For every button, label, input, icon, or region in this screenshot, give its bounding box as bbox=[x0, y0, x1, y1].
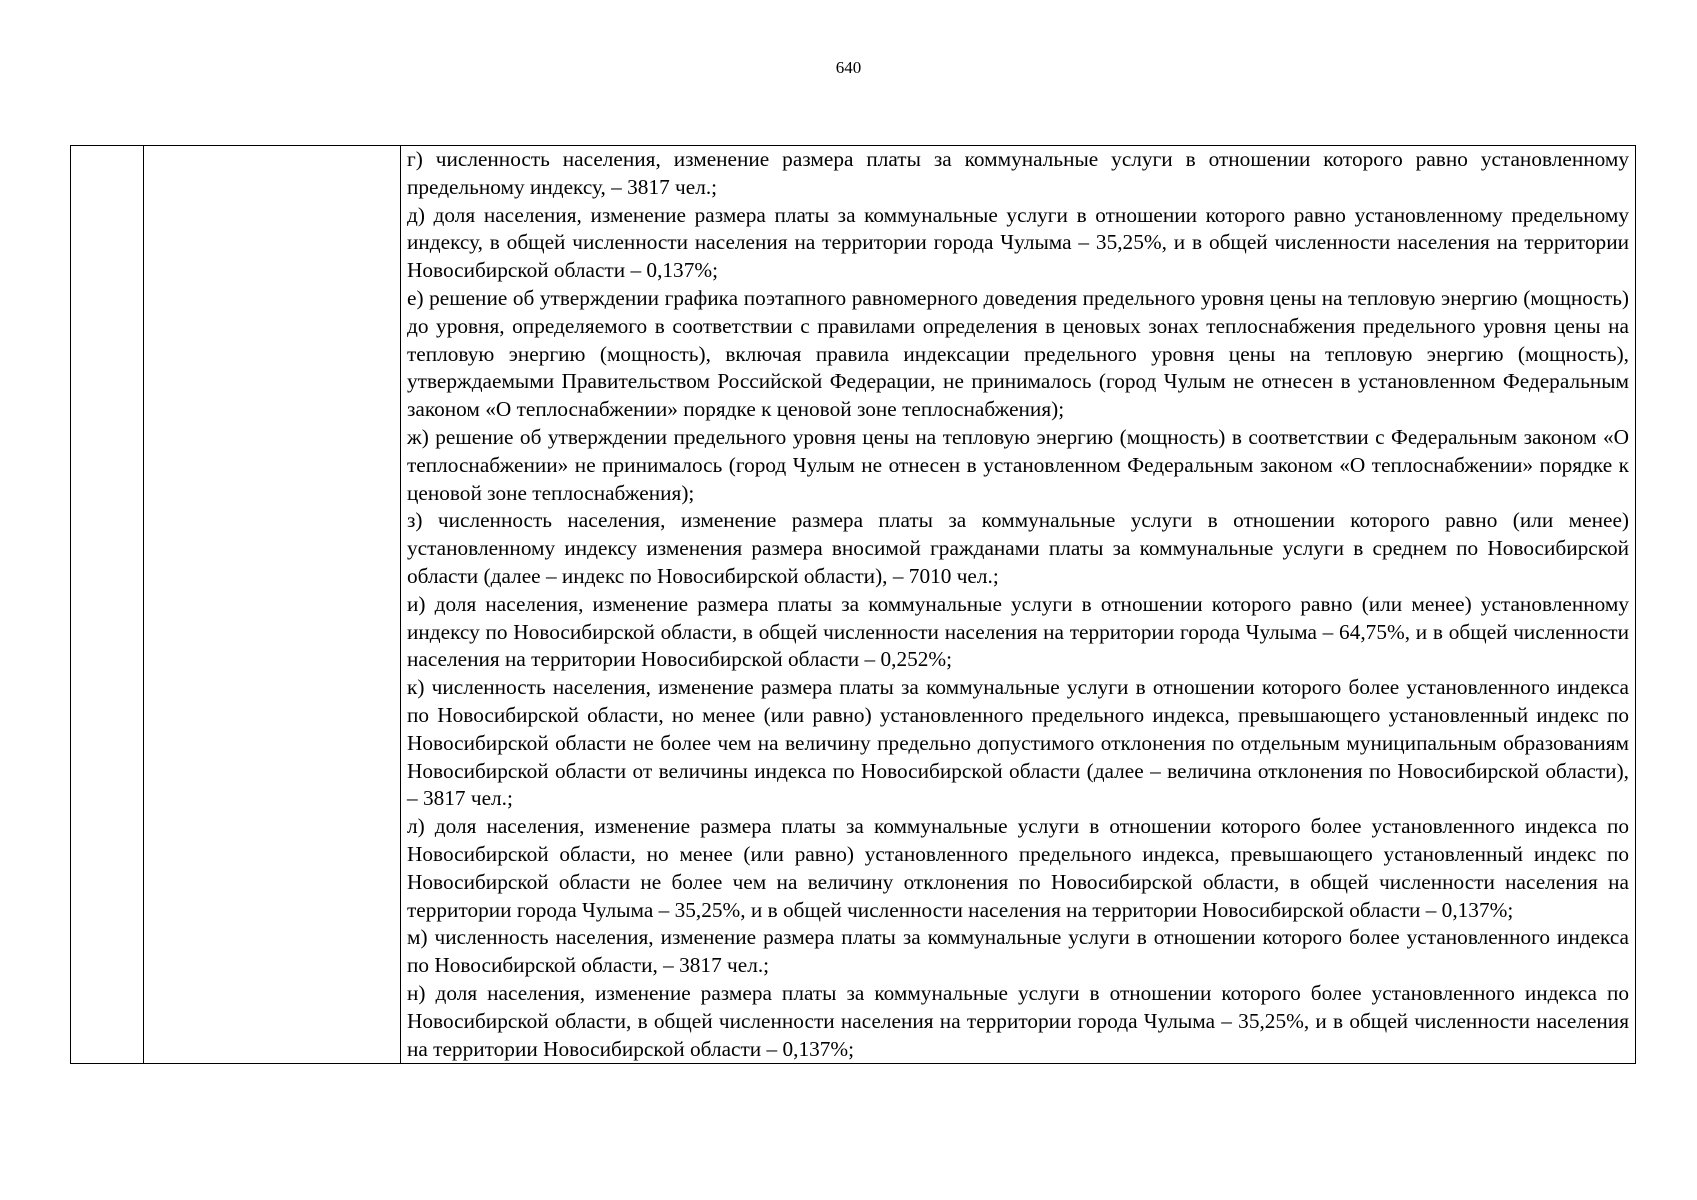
table-cell-name bbox=[144, 146, 401, 1064]
paragraph-d: д) доля населения, изменение размера платы за коммунальные услуги в отношении которого равно установленному предельному индексу, в общей численности населения на территории города Чулыма – 35,25%, и в общей численности населения на территории Новосибирской области – 0,137%; bbox=[407, 202, 1629, 283]
paragraph-z: з) численность населения, изменение размера платы за коммунальные услуги в отношении которого равно (или менее) установленному индексу изменения размера вносимой гражданами платы за коммунальные услуги в среднем по Новосибирской области (далее – индекс по Новосибирской области), – 7010 чел.; bbox=[407, 508, 1629, 588]
paragraph-m: м) численность населения, изменение размера платы за коммунальные услуги в отношении которого более установленного индекса по Новосибирской области, – 3817 чел.; bbox=[407, 925, 1629, 978]
document-table bbox=[70, 145, 1636, 1064]
paragraph-zh: ж) решение об утверждении предельного уровня цены на тепловую энергию (мощность) в соответствии с Федеральным законом «О теплоснабжении» не принималось (город Чулым не отнесен в установленном Федеральным законом «О теплоснабжении» порядке к ценовой зоне теплоснабжения); bbox=[407, 424, 1629, 505]
paragraph-n: н) доля населения, изменение размера платы за коммунальные услуги в отношении которого более установленного индекса по Новосибирской области, в общей численности населения на территории города Чулыма – 35,25%, и в общей численности населения на территории Новосибирской области – 0,137%; bbox=[407, 980, 1629, 1061]
paragraph-l: л) доля населения, изменение размера платы за коммунальные услуги в отношении которого более установленного индекса по Новосибирской области, но менее (или равно) установленного предельного индекса, превышающего установленный индекс по Новосибирской области не более чем на величину отклонения по Новосибирской области, в общей численности населения на территории города Чулыма – 35,25%, и в общей численности населения на территории Новосибирской области – 0,137%; bbox=[407, 814, 1629, 922]
paragraph-k: к) численность населения, изменение размера платы за коммунальные услуги в отношении которого более установленного индекса по Новосибирской области, но менее (или равно) установленного предельного индекса, превышающего установленный индекс по Новосибирской области не более чем на величину предельно допустимого отклонения по отдельным муниципальным образованиям Новосибирской области от величины индекса по Новосибирской области (далее – величина отклонения по Новосибирской области), – 3817 чел.; bbox=[407, 675, 1629, 811]
page-number: 640 bbox=[835, 58, 862, 77]
paragraph-g: г) численность населения, изменение размера платы за коммунальные услуги в отношении которого равно установленному предельному индексу, – 3817 чел.; bbox=[407, 147, 1629, 199]
table-row bbox=[71, 146, 1636, 1064]
table-cell-number bbox=[71, 146, 144, 1064]
paragraph-i: и) доля населения, изменение размера платы за коммунальные услуги в отношении которого равно (или менее) установленному индексу по Новосибирской области, в общей численности населения на территории города Чулыма – 64,75%, и в общей численности населения на территории Новосибирской области – 0,252%; bbox=[407, 591, 1629, 672]
paragraph-e: е) решение об утверждении графика поэтапного равномерного доведения предельного уровня цены на тепловую энергию (мощность) до уровня, определяемого в соответствии с правилами определения в ценовых зонах теплоснабжения предельного уровня цены на тепловую энергию (мощность), включая правила индексации предельного уровня цены на тепловую энергию (мощность), утверждаемыми Правительством Российской Федерации, не принималось (город Чулым не отнесен в установленном Федеральным законом «О теплоснабжении» порядке к ценовой зоне теплоснабжения); bbox=[407, 285, 1629, 422]
table-cell-content bbox=[401, 146, 1636, 1064]
